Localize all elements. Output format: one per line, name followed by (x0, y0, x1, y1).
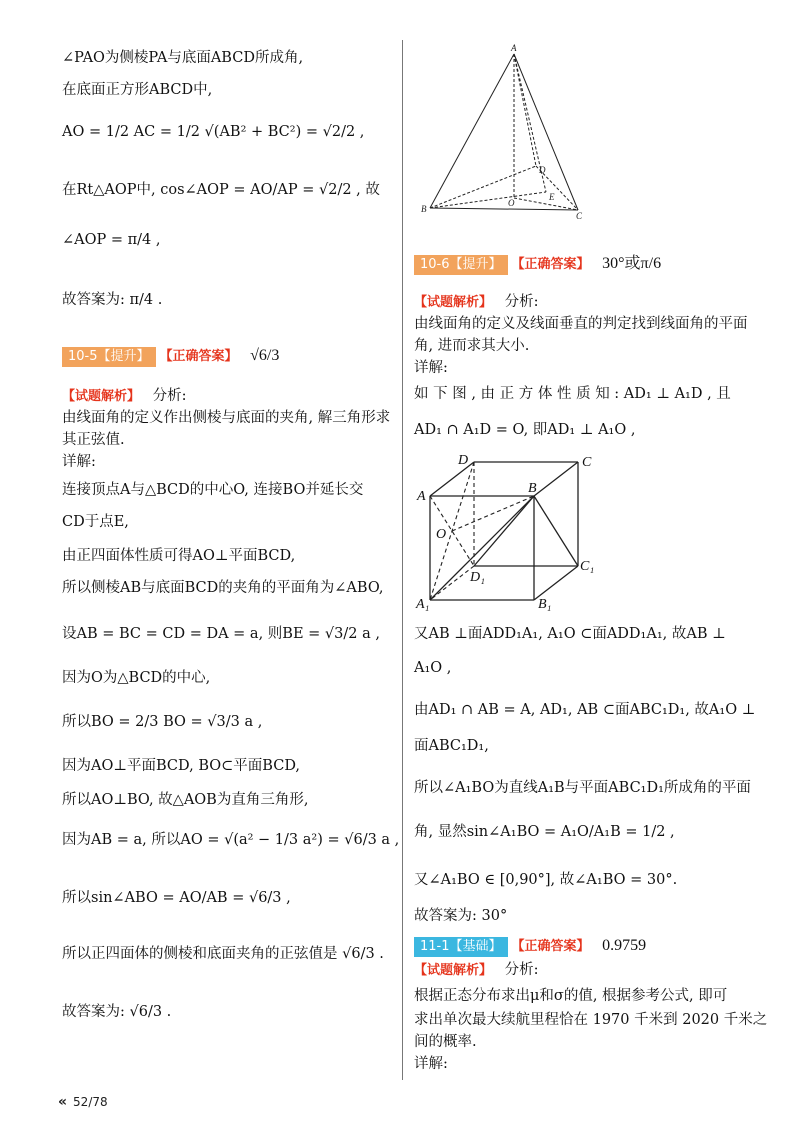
vertex-label: O (508, 198, 515, 208)
text-line: 其正弦值. (62, 432, 125, 448)
formula-line: 所以BO = 2/3 BO = √3/3 a , (62, 714, 263, 730)
text-line: ∠PAO为侧棱PA与底面ABCD所成角, (62, 50, 304, 66)
text-line: 求出单次最大续航里程恰在 1970 千米到 2020 千米之 (414, 1012, 768, 1028)
text-line: 如 下 图 , 由 正 方 体 性 质 知 : AD₁ ⊥ A₁D , 且 (414, 386, 731, 402)
question-header-10-5 (62, 346, 279, 367)
text-line: 由正四面体性质可得AO⊥平面BCD, (62, 548, 296, 564)
text-line: 由AD₁ ∩ AB = A, AD₁, AB ⊂面ABC₁D₁, 故A₁O ⊥ (414, 702, 756, 718)
page-number: 52/78 (73, 1095, 108, 1109)
formula-line: AO = 1/2 AC = 1/2 √(AB² + BC²) = √2/2 , (62, 124, 365, 140)
text-line: 间的概率. (414, 1034, 477, 1050)
page-footer (58, 1094, 108, 1110)
formula-line: ∠AOP = π/4 , (62, 232, 161, 248)
text-line: 角, 进而求其大小. (414, 338, 530, 354)
text-line: 因为O为△BCD的中心, (62, 670, 211, 686)
analysis-label: 【试题解析】 (62, 389, 141, 404)
tetrahedron-figure (418, 42, 598, 227)
vertex-label: B (528, 481, 537, 496)
formula-line: 所以正四面体的侧棱和底面夹角的正弦值是 √6/3 . (62, 946, 384, 962)
vertex-label: D (539, 165, 546, 175)
back-icon[interactable]: « (58, 1094, 68, 1110)
formula-line: 因为AB = a, 所以AO = √(a² − 1/3 a²) = √6/3 a , (62, 832, 400, 848)
difficulty-tag: 10-5【提升】 (62, 347, 156, 367)
analysis-header (62, 386, 187, 407)
analysis-label: 【试题解析】 (414, 963, 493, 978)
text-line: 所以侧棱AB与底面BCD的夹角的平面角为∠ABO, (62, 580, 384, 596)
text-line: 根据正态分布求出μ和σ的值, 根据参考公式, 即可 (414, 988, 728, 1004)
vertex-label: C₁ (580, 559, 595, 574)
text-line: 详解: (414, 1056, 448, 1072)
difficulty-tag: 10-6【提升】 (414, 255, 508, 275)
vertex-label: A (417, 489, 426, 504)
vertex-label: D (458, 453, 469, 468)
vertex-label: C (582, 455, 592, 470)
text-line: 在底面正方形ABCD中, (62, 82, 213, 98)
text-line: 所以∠A₁BO为直线A₁B与平面ABC₁D₁所成角的平面 (414, 780, 751, 796)
column-divider (402, 40, 403, 1080)
text-line: 所以AO⊥BO, 故△AOB为直角三角形, (62, 792, 309, 808)
vertex-label: A₁ (416, 597, 430, 612)
text-line: 详解: (62, 454, 96, 470)
text-line: 连接顶点A与△BCD的中心O, 连接BO并延长交 (62, 482, 364, 498)
difficulty-tag: 11-1【基础】 (414, 937, 508, 957)
vertex-label: E (549, 192, 555, 202)
text-line: 详解: (414, 360, 448, 376)
analysis-header (414, 960, 539, 981)
text-line: CD于点E, (62, 514, 129, 530)
text-line: A₁O , (414, 660, 452, 676)
answer-value: 30°或π/6 (602, 255, 662, 272)
cube-figure (414, 450, 614, 616)
text-line: 由线面角的定义作出侧棱与底面的夹角, 解三角形求 (62, 410, 391, 426)
formula-line: 所以sin∠ABO = AO/AB = √6/3 , (62, 890, 291, 906)
answer-value: 0.9759 (602, 937, 647, 954)
answer-label: 【正确答案】 (159, 349, 238, 364)
answer-value: √6/3 (250, 347, 280, 364)
vertex-label: C (576, 211, 583, 221)
answer-line: 故答案为: π/4 . (62, 292, 163, 308)
vertex-label: B₁ (538, 597, 552, 612)
answer-line: 故答案为: 30° (414, 908, 508, 924)
text-line: 又AB ⊥面ADD₁A₁, A₁O ⊂面ADD₁A₁, 故AB ⊥ (414, 626, 726, 642)
analysis-subtitle: 分析: (152, 388, 187, 404)
formula-line: 又∠A₁BO ∈ [0,90°], 故∠A₁BO = 30°. (414, 872, 678, 888)
text-line: 面ABC₁D₁, (414, 738, 489, 754)
text-line: 因为AO⊥平面BCD, BO⊂平面BCD, (62, 758, 301, 774)
answer-label: 【正确答案】 (511, 257, 590, 272)
answer-line: 故答案为: √6/3 . (62, 1004, 172, 1020)
analysis-subtitle: 分析: (504, 962, 539, 978)
vertex-label: A (511, 43, 517, 53)
question-header-10-6 (414, 254, 661, 275)
formula-line: 角, 显然sin∠A₁BO = A₁O/A₁B = 1/2 , (414, 824, 675, 840)
analysis-subtitle: 分析: (504, 294, 539, 310)
analysis-label: 【试题解析】 (414, 295, 493, 310)
vertex-label: D₁ (470, 570, 485, 585)
formula-line: 在Rt△AOP中, cos∠AOP = AO/AP = √2/2 , 故 (62, 182, 380, 198)
question-header-11-1 (414, 936, 646, 957)
vertex-label: B (421, 204, 427, 214)
vertex-label: O (436, 527, 447, 542)
answer-label: 【正确答案】 (511, 939, 590, 954)
text-line: AD₁ ∩ A₁D = O, 即AD₁ ⊥ A₁O , (414, 422, 636, 438)
formula-line: 设AB = BC = CD = DA = a, 则BE = √3/2 a , (62, 626, 380, 642)
text-line: 由线面角的定义及线面垂直的判定找到线面角的平面 (414, 316, 748, 332)
analysis-header (414, 292, 539, 313)
